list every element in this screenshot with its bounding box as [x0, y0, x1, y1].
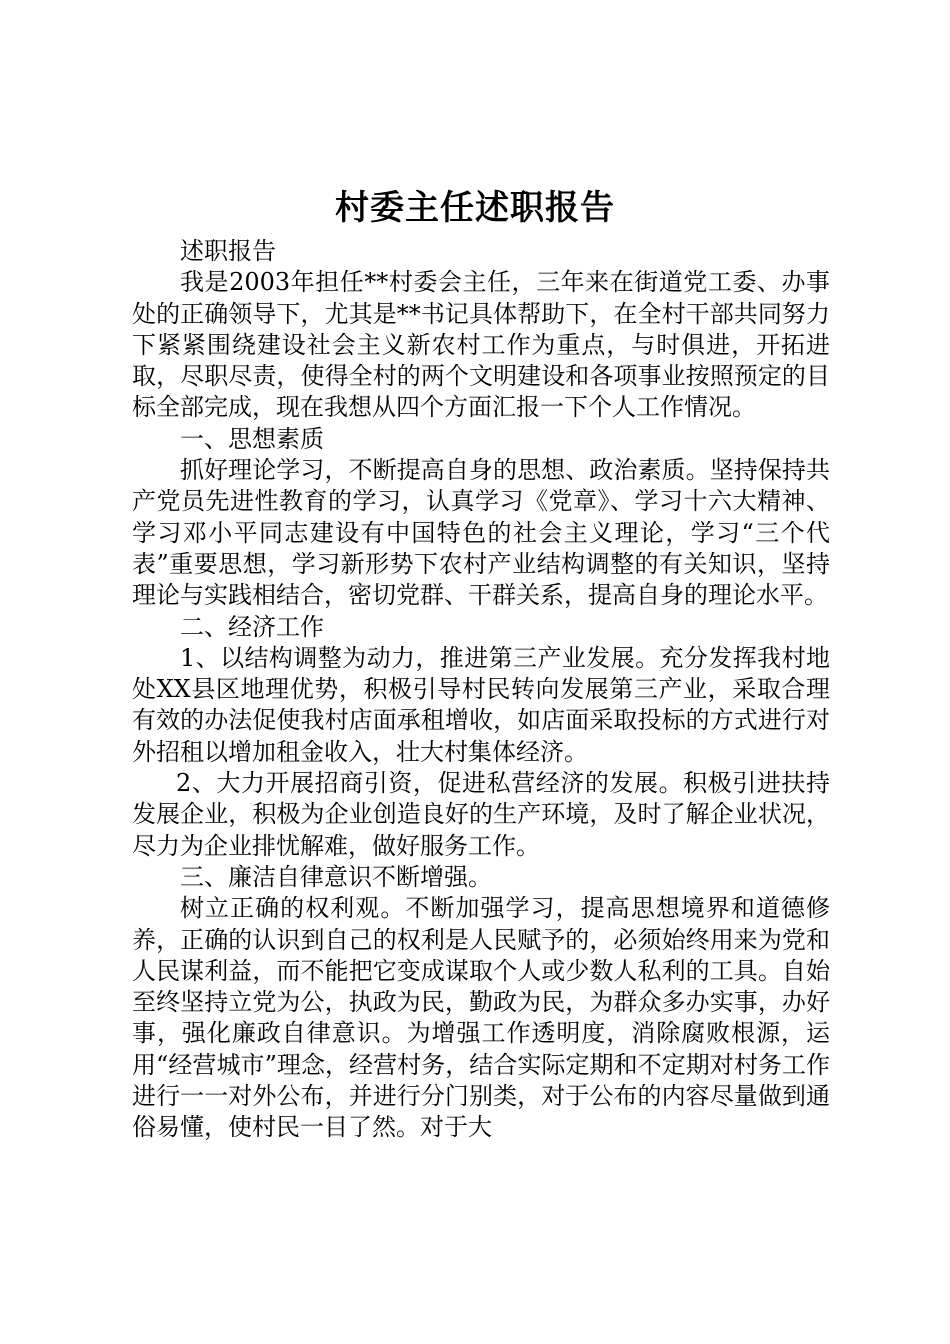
section-heading-ideology: 一、思想素质	[180, 424, 324, 453]
paragraph-economy-2: 2、大力开展招商引资，促进私营经济的发展。积极引进扶持发展企业，积极为企业创造良好的生产环境，及时了解企业状况，尽力为企业排忧解难，做好服务工作。	[132, 769, 830, 860]
paragraph-intro: 我是2003年担任**村委会主任，三年来在街道党工委、办事处的正确领导下，尤其是**书记具体帮助下，在全村干部共同努力下紧紧围绕建设社会主义新农村工作为重点，与时俱进，开拓进取，尽职尽责，使得全村的两个文明建设和各项事业按照预定的目标全部完成，现在我想从四个方面汇报一下个人工作情况。	[132, 268, 830, 422]
document-body	[132, 236, 830, 1144]
paragraph-economy-1: 1、以结构调整为动力，推进第三产业发展。充分发挥我村地处XX县区地理优势，积极引导村民转向发展第三产业，采取合理有效的办法促使我村店面承租增收，如店面采取投标的方式进行对外招租以增加租金收入，壮大村集体经济。	[132, 643, 830, 766]
section-heading-integrity: 三、廉洁自律意识不断增强。	[180, 862, 492, 891]
paragraph-integrity: 树立正确的权利观。不断加强学习，提高思想境界和道德修养，正确的认识到自己的权利是人民赋予的，必须始终用来为党和人民谋利益，而不能把它变成谋取个人或少数人私利的工具。自始至终坚持立党为公，执政为民，勤政为民，为群众多办实事，办好事，强化廉政自律意识。为增强工作透明度，消除腐败根源，运用“经营城市”理念，经营村务，结合实际定期和不定期对村务工作进行一一对外公布，并进行分门别类，对于公布的内容尽量做到通俗易懂，使村民一目了然。对于大	[132, 894, 830, 1142]
document-title: 村委主任述职报告	[335, 188, 615, 228]
section-heading-economy: 二、经济工作	[180, 612, 324, 641]
paragraph-heading-report: 述职报告	[180, 237, 276, 265]
paragraph-ideology: 抓好理论学习，不断提高自身的思想、政治素质。坚持保持共产党员先进性教育的学习，认真学习《党章》、学习十六大精神、学习邓小平同志建设有中国特色的社会主义理论，学习“三个代表”重要思想，学习新形势下农村产业结构调整的有关知识，坚持理论与实践相结合，密切党群、干群关系，提高自身的理论水平。	[132, 456, 830, 610]
